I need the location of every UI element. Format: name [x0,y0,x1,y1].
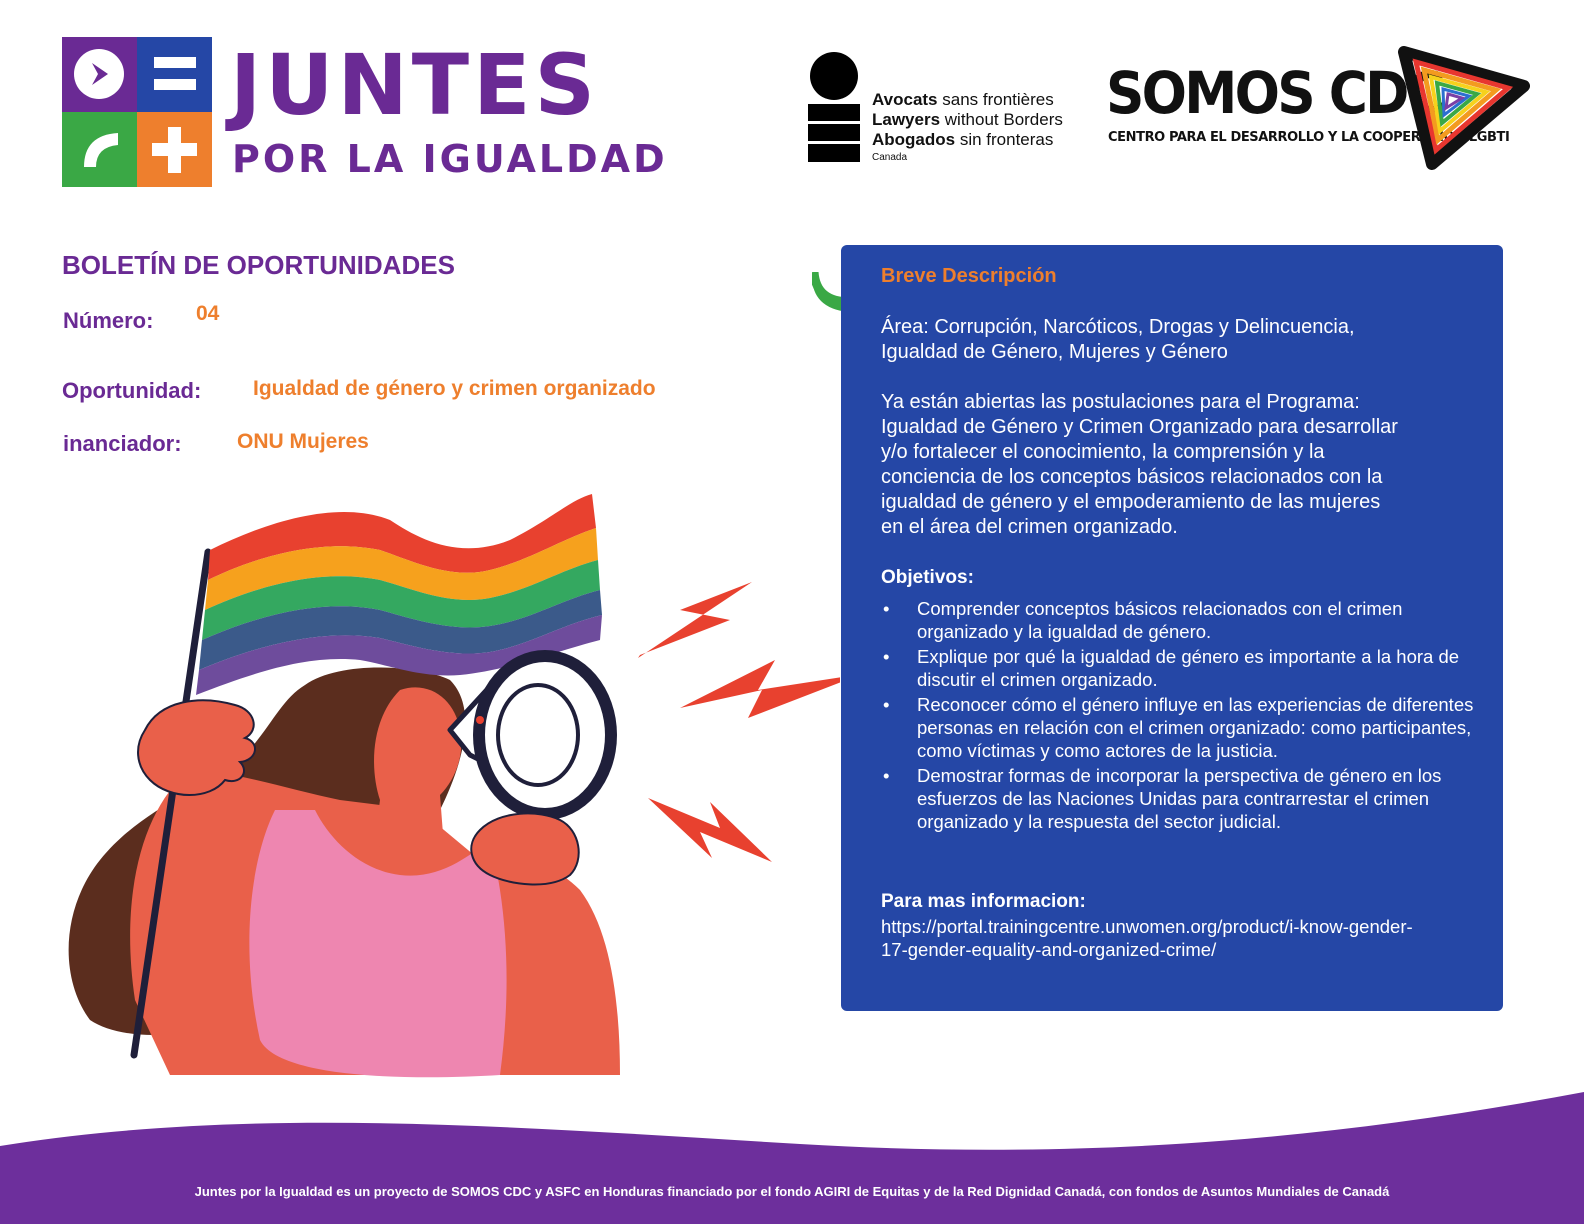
list-item [881,645,1481,691]
intro-line-3: y/o fortalecer el conocimiento, la comprensión y la [881,441,1325,463]
megaphone [450,650,617,820]
juntes-wordmark: JUNTES [230,36,599,134]
asf-line2-rest: without Borders [940,110,1063,129]
lightning-bottom [648,798,772,862]
bulletin-title: BOLETÍN DE OPORTUNIDADES [62,250,455,280]
bullet: • [883,598,890,619]
financiador-value: ONU Mujeres [237,430,369,453]
area-line-1: Área: Corrupción, Narcóticos, Drogas y Delincuencia, [881,316,1355,338]
info-url-line-1[interactable]: https://portal.trainingcentre.unwomen.org/product/i-know-gender- [881,916,1413,937]
lightning-top [638,582,752,658]
bullet: • [883,765,890,786]
somos-cdc-wordmark: SOMOS CDC [1106,59,1444,127]
info-url-line-2[interactable]: 17-gender-equality-and-organized-crime/ [881,939,1217,960]
asf-line1-bold: Avocats [872,90,938,109]
hand-left [138,700,255,795]
juntes-logo [62,36,668,187]
list-item [881,597,1481,643]
bullet: • [883,646,890,667]
asf-logo-mark-icon [808,52,860,164]
hand-right [471,813,578,884]
somos-cdc-logo [1106,46,1536,171]
rainbow-triangle-icon [1398,46,1530,171]
asf-line2-bold: Lawyers [872,110,941,129]
asf-country: Canada [872,152,908,163]
list-item [881,764,1481,833]
objetivo-text: Demostrar formas de incorporar la perspectiva de género en los esfuerzos de las Naciones Unidas para contrarrestar el crimen organizado y la respuesta del sector judicial. [917,765,1442,832]
oportunidad-value: Igualdad de género y crimen organizado [253,377,656,400]
list-item [881,693,1481,762]
lightning-mid [680,660,840,718]
numero-value: 04 [196,302,220,325]
woman-megaphone-illustration [40,480,840,1080]
somos-cdc-tagline: CENTRO PARA EL DESARROLLO Y LA COOPERACIÓN LGBTI [1108,130,1510,145]
intro-line-6: en el área del crimen organizado. [881,516,1178,538]
asf-line1-rest: sans frontières [937,90,1054,109]
asf-names [872,90,1063,150]
intro-line-2: Igualdad de Género y Crimen Organizado para desarrollar [881,416,1398,438]
bullet: • [883,694,890,715]
objetivo-text: Reconocer cómo el género influye en las experiencias de diferentes personas en relación con el crimen organizado: como participantes, como víctimas y como actores de la justicia. [917,694,1474,761]
oportunidad-label: Oportunidad: [62,378,202,403]
objetivo-text: Explique por qué la igualdad de género es importante a la hora de discutir el crimen organizado. [917,646,1460,690]
intro-line-1: Ya están abiertas las postulaciones para el Programa: [881,391,1360,413]
objetivos-title: Objetivos: [881,567,974,588]
asf-line3-rest: sin fronteras [955,130,1054,149]
footer-text: Juntes por la Igualdad es un proyecto de SOMOS CDC y ASFC en Honduras financiado por el fondo AGIRI de Equitas y de la Red Dignidad Canadá, con fondos de Asuntos Mundiales de Canadá [194,1184,1390,1199]
intro-line-5: igualdad de género y el empoderamiento de las mujeres [881,491,1381,513]
info-panel [841,245,1503,1011]
numero-label: Número: [63,308,154,333]
area-line-2: Igualdad de Género, Mujeres y Género [881,341,1228,363]
objetivo-text: Comprender conceptos básicos relacionados con el crimen organizado y la igualdad de género. [917,598,1403,642]
juntes-tagline: POR LA IGUALDAD [232,137,668,181]
intro-line-4: conciencia de los conceptos básicos relacionados con la [881,466,1383,488]
footer-wave [0,1086,1584,1224]
asf-line3-bold: Abogados [872,130,956,149]
mas-info-title: Para mas informacion: [881,891,1086,912]
objetivos-list [881,597,1481,835]
panel-heading: Breve Descripción [881,265,1057,287]
asf-logo [808,52,1078,168]
juntes-logo-mark-icon [62,37,212,187]
financiador-label: inanciador: [63,431,182,456]
